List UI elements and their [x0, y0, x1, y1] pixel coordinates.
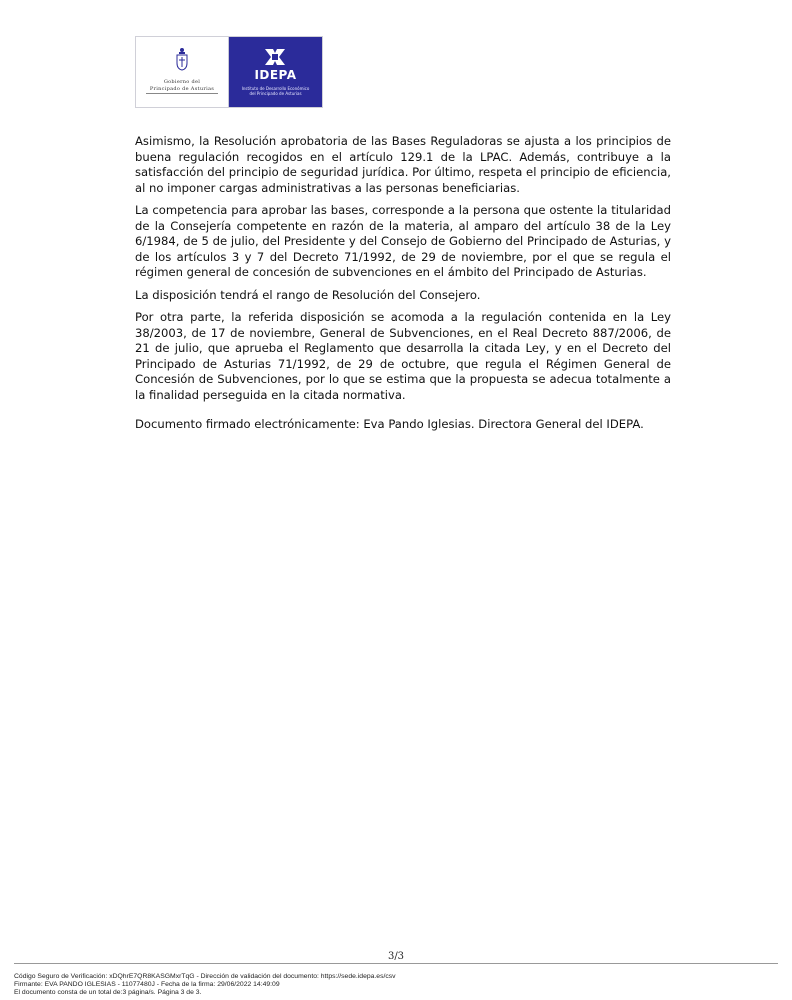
idepa-logo — [229, 37, 322, 107]
government-logo — [136, 37, 229, 107]
footer-divider — [14, 963, 778, 964]
verification-footer — [14, 973, 784, 997]
paragraph-competence: La competencia para aprobar las bases, corresponde a la persona que ostente la titularidad de la Consejería competente en razón de la materia, al amparo del artículo 38 de la Ley 6/1984, de 5 de julio, del Presidente y del Consejo de Gobierno del Principado de Asturias, y de los artículos 3 y 7 del Decreto 71/1992, de 29 de noviembre, por el que se regula el régimen general de concesión de subvenciones en el ámbito del Principado de Asturias. — [135, 203, 671, 279]
page-count-line: El documento consta de un total de:3 página/s. Página 3 de 3. — [14, 989, 202, 996]
idepa-logo-icon — [263, 47, 287, 67]
idepa-subtitle-line-1: Instituto de Desarrollo Económico — [241, 86, 310, 91]
idepa-subtitle-line-2: del Principado de Asturias — [249, 91, 302, 96]
page-number: 3/3 — [387, 951, 405, 962]
government-name-line-2: Principado de Asturias — [149, 86, 215, 92]
verification-code-line: Código Seguro de Verificación: xDQhrE7QR8KASGMxrTqG - Dirección de validación del documento: https://sede.idepa.es/csv — [14, 973, 396, 980]
electronic-signature: Documento firmado electrónicamente: Eva Pando Iglesias. Directora General del IDEPA. — [135, 417, 644, 431]
document-body — [135, 134, 671, 440]
paragraph-regulation-principles: Asimismo, la Resolución aprobatoria de las Bases Reguladoras se ajusta a los principios de buena regulación recogidos en el artículo 129.1 de la LPAC. Además, contribuye a la satisfacción del principio de seguridad jurídica. Por último, respeta el principio de eficiencia, al no imponer cargas administrativas a las personas beneficiarias. — [135, 134, 671, 195]
coat-of-arms-icon — [176, 47, 188, 71]
paragraph-rank: La disposición tendrá el rango de Resolución del Consejero. — [135, 287, 481, 302]
logo-divider — [146, 93, 218, 94]
idepa-wordmark: IDEPA — [254, 68, 297, 82]
paragraph-legal-framework: Por otra parte, la referida disposición se acomoda a la regulación contenida en la Ley 38/2003, de 17 de noviembre, General de Subvenciones, en el Real Decreto 887/2006, de 21 de julio, que aprueba el Reglamento que desarrolla la citada Ley, y en el Decreto del Principado de Asturias 71/1992, de 29 de octubre, que regula el Régimen General de Concesión de Subvenciones, por lo que se estima que la propuesta se adecua totalmente a la finalidad perseguida en la citada normativa. — [135, 310, 671, 402]
government-name-line-1: Gobierno del — [163, 79, 201, 85]
signer-line: Firmante: EVA PANDO IGLESIAS - 11077480J - Fecha de la firma: 29/06/2022 14:49:09 — [14, 981, 280, 988]
header-logo — [135, 36, 323, 108]
